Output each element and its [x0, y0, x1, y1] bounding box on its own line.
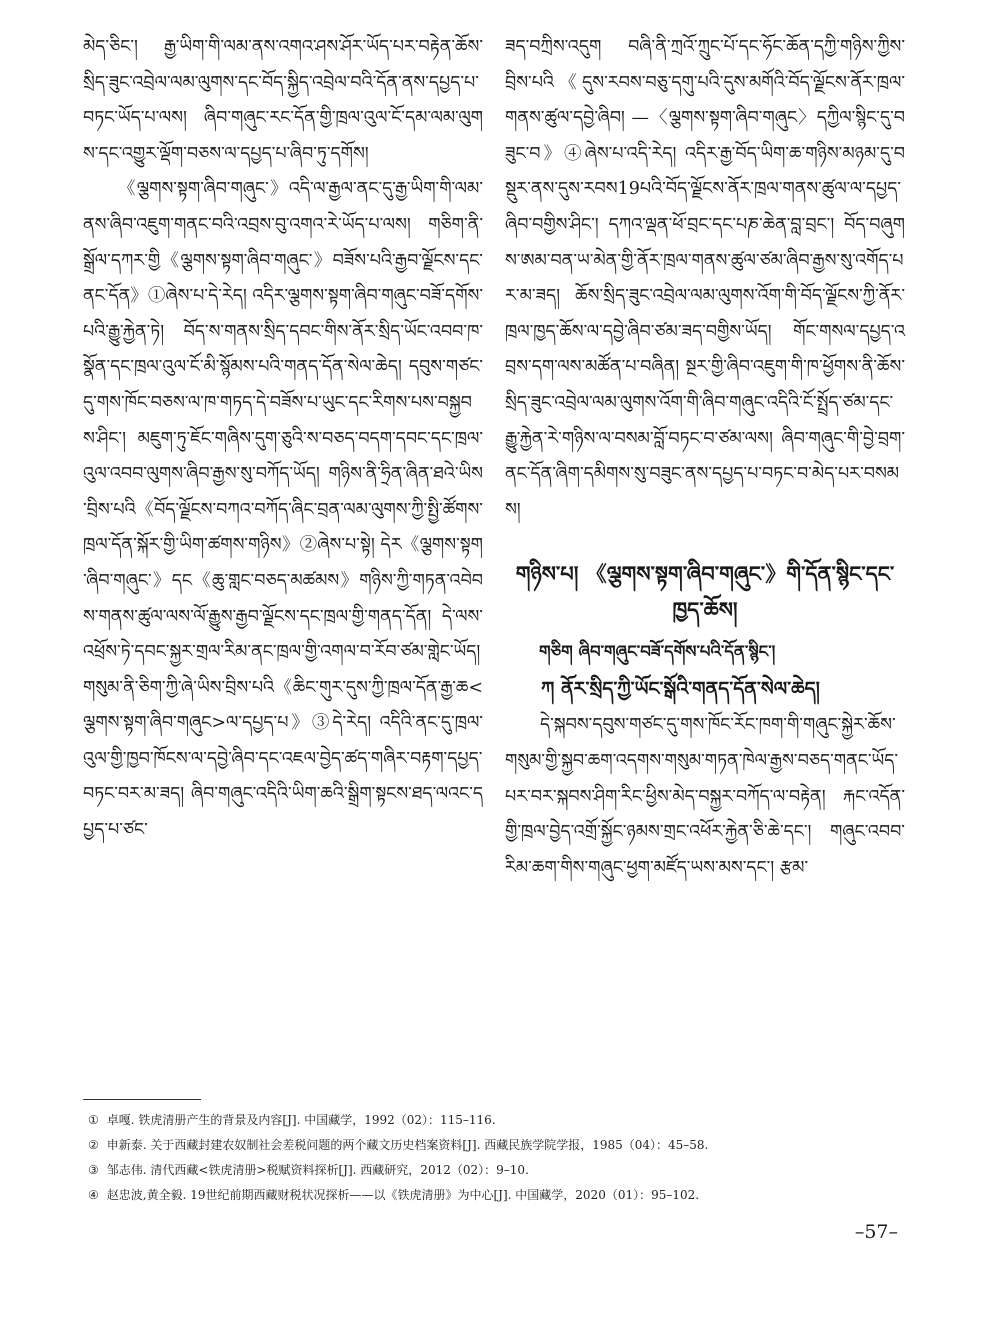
left-column: [83, 30, 483, 849]
footnote: [88, 1108, 908, 1133]
footnote-mark: ④: [88, 1188, 99, 1202]
subsection-heading: གཅིག ཞིབ་གཞུང་བཟོ་དགོས་པའི་དོན་སྙིང་།: [539, 642, 776, 662]
footnote: [88, 1158, 908, 1183]
footnote-mark: ②: [88, 1138, 99, 1152]
footnote: [88, 1133, 908, 1158]
subsubsection-heading: ཀ ནོར་སྲིད་ཀྱི་ཡོང་སྒོའི་གནད་དོན་སེལ་ཆེད།: [541, 678, 820, 701]
footnotes: [88, 1108, 908, 1208]
footnote: [88, 1183, 908, 1208]
body-paragraph: ཟད་བཀྲིས་འདུག བཞི་ནི་ཀྲའོ་ཀྲུང་པོ་དང་ཧོང་ཆོན་དཀྱི་གཉིས་ཀྱིས་བྲིས་པའི《དུས་རབས་བཅུ་དགུ་པའི་དུས་མགོའི་བོད་ལྗོངས་ནོར་ཁྲལ་གནས་ཚུལ་དབྱེ་ཞིབ། —〈ལྕགས་སྟག་ཞིབ་གཞུང〉དཀྱིལ་སྙིང་དུ་བཟུང་བ》④ཞེས་པ་འདི་རེད། འདིར་རྒྱ་བོད་ཡིག་ཆ་གཉིས་མཉམ་དུ་བསྡུར་ནས་དུས་རབས19པའི་བོད་ལྗོངས་ནོར་ཁྲལ་གནས་ཚུལ་ལ་དཔྱད་ཞིབ་བགྱིས་ཤིང་། དཀའ་ལྡན་ཕོ་བྲང་དང་པཎ་ཆེན་བླ་བྲང་། བོད་བཞུགས་ཨམ་བན་ཡ་མེན་གྱི་ནོར་ཁྲལ་གནས་ཚུལ་ཙམ་ཞིབ་རྒྱས་སུ་འགོད་པར་མ་ཟད། ཆོས་སྲིད་ཟུང་འབྲེལ་ལམ་ལུགས་འོག་གི་བོད་ལྗོངས་ཀྱི་ནོར་ཁྲལ་ཁྱད་ཆོས་ལ་དབྱེ་ཞིབ་ཙམ་ཟད་བགྱིས་ཡོད། གོང་གསལ་དཔྱད་འབྲས་དག་ལས་མཚོན་པ་བཞིན། སྔར་གྱི་ཞིབ་འཇུག་གི་ཁ་ཕྱོགས་ནི་ཆོས་སྲིད་ཟུང་འབྲེལ་ལམ་ལུགས་འོག་གི་ཞིབ་གཞུང་འདིའི་ངོ་སྤྲོད་ཙམ་དང་རྒྱུ་རྐྱེན་རེ་གཉིས་ལ་བསམ་བློ་བཏང་བ་ཙམ་ལས། ཞིབ་གཞུང་གི་བྱེ་བྲག་ནང་དོན་ཞིག་དམིགས་སུ་བཟུང་ནས་དཔྱད་པ་བཏང་བ་མེད་པར་བསམས།: [505, 37, 905, 520]
footnote-mark: ③: [88, 1163, 99, 1177]
footnote-text: 卓嘎. 铁虎清册产生的背景及内容[J]. 中国藏学，1992（02）：115–116.: [106, 1113, 496, 1127]
body-paragraph: མེད་ཅིང་། རྒྱ་ཡིག་གི་ལམ་ནས་འགའ་ཤས་ཤོར་ཡོད་པར་བརྟེན་ཆོས་སྲིད་ཟུང་འབྲེལ་ལམ་ལུགས་དང་བོད་སྐྱིད་འབྲེལ་བའི་དོན་ནས་དཔྱད་པ་བཏང་ཡོད་པ་ལས། ཞིབ་གཞུང་རང་དོན་གྱི་ཁྲལ་འུལ་ངོ་དམ་ལམ་ལུགས་དང་འགྱུར་ལྡོག་བཅས་ལ་དཔྱད་པ་ཞིབ་ཏུ་དགོས།: [83, 37, 483, 164]
footnote-text: 申新泰. 关于西藏封建农奴制社会差税问题的两个藏文历史档案资料[J]. 西藏民族学院学报，1985（04）：45–58.: [106, 1138, 709, 1152]
footnote-text: 赵忠波,黄全毅. 19世纪前期西藏财税状况探析——以《铁虎清册》为中心[J]. 中国藏学，2020（01）：95–102.: [106, 1188, 700, 1202]
footnote-text: 邹志伟. 清代西藏<铁虎清册>税赋资料探析[J]. 西藏研究，2012（02）：9–10.: [106, 1163, 529, 1177]
footnote-mark: ①: [88, 1113, 99, 1127]
body-paragraph: 《ལྕགས་སྟག་ཞིབ་གཞུང་》འདི་ལ་རྒྱལ་ནང་དུ་རྒྱ་ཡིག་གི་ལམ་ནས་ཞིབ་འཇུག་གནང་བའི་འབྲས་བུ་འགའ་རེ་ཡོད་པ་ལས། གཅིག་ནི་སྒྲོལ་དཀར་གྱི《ལྕགས་སྟག་ཞིབ་གཞུང་》བཟོས་པའི་རྒྱབ་ལྗོངས་དང་ནང་དོན》①ཞེས་པ་དེ་རེད། འདིར་ལྕགས་སྟག་ཞིབ་གཞུང་བཟོ་དགོས་པའི་རྒྱུ་རྐྱེན་ཏེ། བོད་ས་གནས་སྲིད་དབང་གིས་ནོར་སྲིད་ཡོང་འབབ་ཁ་སྣོན་དང་ཁྲལ་འུལ་ངོ་མི་སྙོམས་པའི་གནད་དོན་སེལ་ཆེད། དབུས་གཙང་དུ་གས་ཁོང་བཅས་ལ་ཁ་གཏད་དེ་བཟོས་པ་ཡུང་དང་རིགས་པས་བསྐྱབས་ཤིང་། མཇུག་ཏུ་ཇོང་གཞིས་དུག་ཅུའི་ས་བཅད་བདག་དབང་དང་ཁྲལ་འུལ་འབབ་ལུགས་ཞིབ་རྒྱས་སུ་བཀོད་ཡོད། གཉིས་ནི་ཧྲིན་ཞིན་ཐའེ་ཡིས་བྲིས་པའི《བོད་ལྗོངས་བཀའ་བཀོད་ཞིང་བྲན་ལམ་ལུགས་ཀྱི་སྤྱི་ཚོགས་ཁྲལ་དོན་སྐོར་གྱི་ཡིག་ཚགས་གཉིས》②ཞེས་པ་སྟེ། དེར《ལྕགས་སྟག་ཞིབ་གཞུང་》དང《ཆུ་གླང་བཅད་མཚམས》གཉིས་ཀྱི་གཏན་འབེབས་གནས་ཚུལ་ལས་ལོ་རྒྱུས་རྒྱབ་ལྗོངས་དང་ཁྲལ་གྱི་གནད་དོན། དེ་ལས་འཕྲོས་ཏེ་དབང་སྐྱར་གྲལ་རིམ་ནང་ཁྲལ་གྱི་འགལ་བ་རོབ་ཙམ་གླེང་ཡོད། གསུམ་ནི་ཅིག་ཀྱི་ཞེ་ཡིས་བྲིས་པའི《ཆིང་གུར་དུས་ཀྱི་ཁྲལ་དོན་རྒྱ་ཆ<ལྕགས་སྟག་ཞིབ་གཞུང>ལ་དཔྱད་པ》③དེ་རེད། འདིའི་ནང་དུ་ཁྲལ་འུལ་གྱི་ཁྱབ་ཁོངས་ལ་དབྱེ་ཞིབ་དང་འཇལ་བྱེད་ཚད་གཞིར་བརྟག་དཔྱད་བཏང་བར་མ་ཟད། ཞིབ་གཞུང་འདིའི་ཡིག་ཆའི་སྒྲིག་སྟངས་ཐད་ལའང་དཔྱད་པ་ཙང་: [83, 179, 483, 841]
footnote-rule: [83, 1099, 201, 1100]
page-number: –57–: [854, 1221, 898, 1243]
right-column: [505, 30, 905, 886]
section-heading: གཉིས་པ། 《ལྕགས་སྟག་ཞིབ་གཞུང་》གི་དོན་སྙིང་དང་ཁྱད་ཆོས།: [515, 561, 895, 623]
body-paragraph: དེ་སྐབས་དབུས་གཙང་དུ་གས་ཁོང་རོང་ཁག་གི་གཞུང་སྐྱེར་ཆོས་གསུམ་གྱི་སྐྱབ་ཆག་འདགས་གསུམ་གཏན་ཁེལ་རྒྱས་བཅད་གནང་ཡོད་པར་བར་སྐབས་ཤིག་རིང་ཕྱིས་མེད་བསྐྱར་བཀོད་ལ་བརྟེན། རྐང་འདོན་གྱི་ཁྲལ་བྱེད་འགྲོ་སྐྱོང་ཉམས་གྲང་འཕོར་རྐྱེན་ཅི་ཆེ་དང་། གཞུང་འབབ་རིམ་ཆག་གིས་གཞུང་ཕྱག་མཛོད་ཡས་མས་དང་། རྩམ་: [505, 715, 905, 878]
